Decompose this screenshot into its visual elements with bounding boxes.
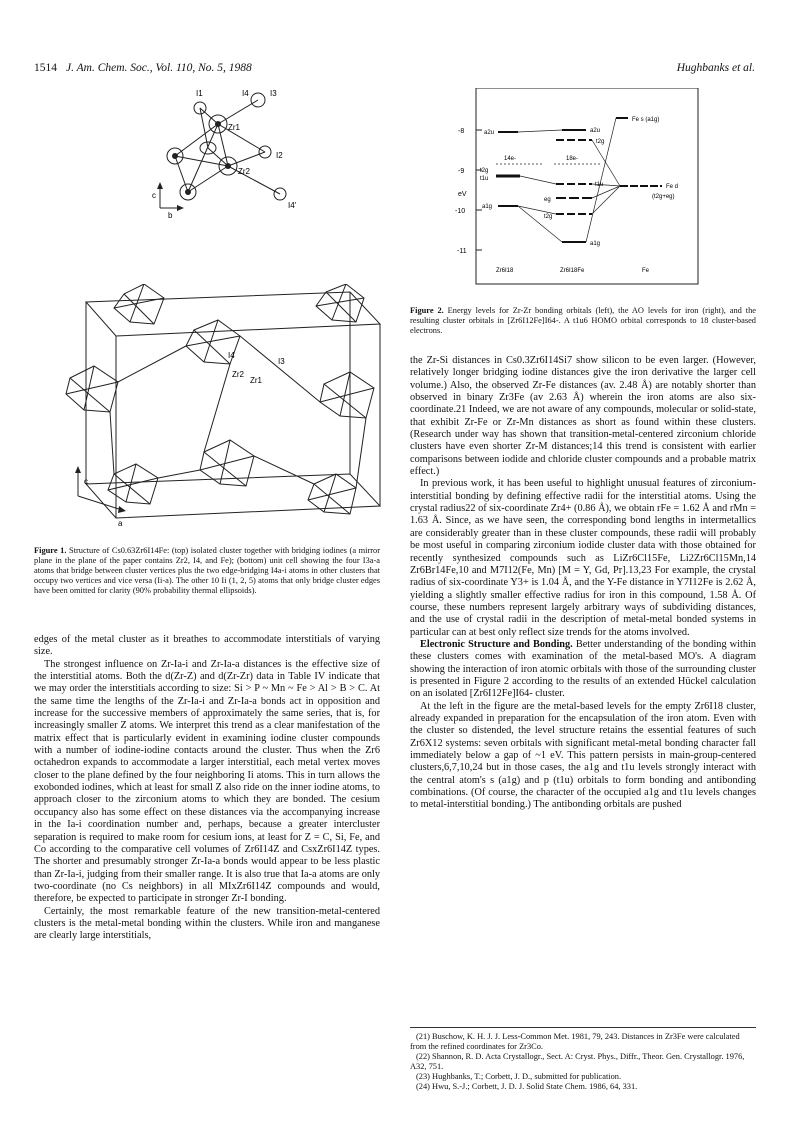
level-t2g-mid-low: t2g xyxy=(544,214,553,220)
figure1-cluster-drawing xyxy=(130,86,310,226)
y-tick-9: -9 xyxy=(458,168,465,175)
cell-label-i3: I3 xyxy=(278,357,285,366)
axis-c: c xyxy=(152,191,156,200)
label-i1: I1 xyxy=(196,89,203,98)
y-tick-10: -10 xyxy=(455,208,466,215)
cell-axis-a: a xyxy=(118,519,123,528)
references xyxy=(410,1032,756,1092)
unit-cell-top xyxy=(86,292,380,336)
axis-b: b xyxy=(168,211,173,220)
y-axis-label: eV xyxy=(458,191,467,198)
reference-23: (23) Hughbanks, T.; Corbett, J. D., submitted for publication. xyxy=(416,1072,622,1081)
level-a2u-left: a2u xyxy=(484,130,495,136)
figure2-energy-diagram xyxy=(452,88,704,288)
cell-axis-c: c xyxy=(84,477,88,486)
electrons-18: 18e- xyxy=(566,156,579,162)
col-label-fe: Fe xyxy=(642,268,650,274)
col-label-zr6i18fe: Zr6I18Fe xyxy=(560,268,585,274)
y-tick-8: -8 xyxy=(458,128,465,135)
label-i4: I4 xyxy=(242,89,249,98)
level-a2u-mid: a2u xyxy=(590,128,601,134)
footnote-rule xyxy=(410,1027,756,1028)
level-a1g-mid: a1g xyxy=(590,241,601,247)
reference-24: (24) Hwu, S.-J.; Corbett, J. D. J. Solid State Chem. 1986, 64, 331. xyxy=(416,1082,638,1091)
right-para-1: the Zr-Si distances in Cs0.3Zr6I14Si7 show silicon to be even larger. (However, relatively longer bridging iodine distances give the iron derivative the larger cell volume.) Also, the observed Zr-Fe distances (av. 2.48 Å) are notably shorter than observed in binary Zr3Fe (av 2.63 Å) wherein the iron atoms are also six-coordinate.21 Indeed, we are not aware of any compounds, molecular or solid-state, that exhibit Zr-Fe or Zr-Mn distances as short as found within these clusters. (Research under way has shown that transition-metal-centered zirconium chloride clusters have even shorter Zr-M distances;14 this trend is consistent with earlier comparisons between iodide and chloride cluster compounds and a probable matrix effect.) xyxy=(410,355,756,478)
level-eg-mid: eg xyxy=(544,197,551,203)
level-a1g-left: a1g xyxy=(482,204,493,210)
figure1-caption xyxy=(34,546,380,596)
level-t2g-left: t2g xyxy=(480,168,489,174)
journal-citation: J. Am. Chem. Soc., Vol. 110, No. 5, 1988 xyxy=(66,62,252,74)
level-t1u-mid: t1u xyxy=(595,182,604,188)
reference-22: (22) Shannon, R. D. Acta Crystallogr., Sect. A: Cryst. Phys., Diffr., Theor. Gen. Crystallogr. 1976, A32, 751. xyxy=(410,1052,745,1071)
right-column-text xyxy=(410,355,756,812)
level-t2g-mid: t2g xyxy=(596,139,605,145)
level-fe-d: Fe d xyxy=(666,184,679,190)
cell-label-zr2: Zr2 xyxy=(232,370,244,379)
right-para-4: At the left in the figure are the metal-based levels for the empty Zr6I18 cluster, already expanded in preparation for the encapsulation of the iron atom. Even with the cluster so distended, the level structure retains the essential features of such Zr6X12 systems: seven orbitals with significant metal-metal bonding character fall immediately below a gap of ~1 eV. This pattern persists in main-group-centered clusters,6,7,10,24 but in those cases, the a1g and t1u levels strongly interact with the central atom's s (a1g) and p (t1u) orbitals to form bonding and antibonding combinations. (Of course, the character of the occupied a1g and t1u levels changes to metal-interstitial bonding.) The antibonding orbitals are pushed xyxy=(410,700,756,811)
reference-21: (21) Buschow, K. H. J. J. Less-Common Met. 1981, 79, 243. Distances in Zr3Fe were calculated from the refined coordinates for Zr3Co. xyxy=(410,1032,740,1051)
unit-cell-bottom xyxy=(86,474,380,518)
level-fe-d-sym: (t2g+eg) xyxy=(652,194,675,200)
figure2-caption-label: Figure 2. xyxy=(410,306,444,315)
right-para-2: In previous work, it has been useful to highlight unusual features of zirconium-interstitial bonding by defining effective radii for the interstitial atoms. Using the crystal radius22 of six-coordinate Zr4+ (0.86 Å), we obtain rFe = 1.62 Å and rMn = 1.63 Å. Since, as we have seen, the corresponding bond lengths in intermetallics are considerably greater than in these cluster compounds, these radii will probably be most useful in comparing zirconium iodide cluster data with those obtained for recently synthesized compounds such as LiZr6Cl15Fe, Li2Zr6Cl15Mn,14 Zr6Br14Fe,10 and M7I12(Fe, Mn) [M = Y, Gd, Pr].13,23 For example, the crystal radius of six-coordinate Y3+ is 1.04 Å, and the Y-Fe distance in Y7I12Fe is 2.62 Å, yielding a slightly smaller effective radius for iron in this compound, 1.58 Å. Of course, these numbers represent largely arbitrary ways of subdividing distances, and the use of crystal radii in the description of metal-metal bonded systems in particular can at best only reflect size trends for the atoms involved. xyxy=(410,478,756,638)
label-i4-prime: I4' xyxy=(288,201,297,210)
running-authors: Hughbanks et al. xyxy=(676,62,755,74)
left-para-1: edges of the metal cluster as it breathes to accommodate interstitials of varying size. xyxy=(34,634,380,658)
label-zr2: Zr2 xyxy=(238,167,250,176)
left-column-text xyxy=(34,634,380,943)
level-fe-s: Fe s (a1g) xyxy=(632,117,660,123)
right-para-3: Better understanding of the bonding within these clusters comes with examination of the metal-based MO's. A diagram showing the interaction of iron atomic orbitals with those of the surrounding cluster is presented in Figure 2 according to the results of an extended Hückel calculation on an isolated [Zr6I12Fe]I64- cluster. xyxy=(410,638,757,700)
left-para-2: The strongest influence on Zr-Ia-i and Zr-Ia-a distances is the effective size of the interstitial atoms. Both the d(Zr-Z) and d(Zr-Zr) data in Table IV indicate that we may order the interstitials according to size: Si > P ~ Mn ~ Fe > Al > B > C. At the same time the lengths of the Zr-Ia-i and Zr-Ia-a bonds act in opposition and increase for the successive members of approximately the same series, that is, for increasingly smaller Z atoms. We interpret this trend as a clear manifestation of the matrix effect that is particularly evident in examining iodine cluster compounds with a number of iodine-iodine contacts around the cluster. Thus when the Zr6 octahedron expands to accommodate a larger interstitial, each metal vertex moves closer to the plane defined by the four neighboring Ii atoms. This in turn allows the exobonded iodines, which at least for small Z also ride on the inner iodine atoms, to approach closer to the zirconium atoms to which they are bonded. The cesium occupancy also has some effect on these distances via the accompanying increase in the Ia-i coordination number and, perhaps, because a greater intercluster separation is required to make room for cesium ions, at least for Z = C, Si, Fe, and Co according to the comparative cell volumes of Zr6I14Z and CsxZr6I14Z types. The shorter and presumably stronger Zr-Ia-a bonds would appear to be less plastic than Zr-Ia-i, judging from their smaller range. It is also true that Ia-a atoms are only two-coordinate (no Cs neighbors) in all MIxZr6I14Z compounds and would, therefore, be expected to participate in stronger Zr-I bonding. xyxy=(34,658,380,905)
label-i3: I3 xyxy=(270,89,277,98)
left-para-3: Certainly, the most remarkable feature of the new transition-metal-centered clusters is the metal-metal bonding within the clusters. While iron and manganese are clearly large interstitials, xyxy=(34,905,380,942)
y-tick-11: -11 xyxy=(457,248,467,255)
cell-label-i4: I4 xyxy=(228,351,235,360)
section-heading: Electronic Structure and Bonding. xyxy=(420,638,573,650)
cell-label-zr1: Zr1 xyxy=(250,376,262,385)
col-label-zr6i18: Zr6I18 xyxy=(496,268,514,274)
label-zr1: Zr1 xyxy=(228,123,240,132)
figure1-caption-text: Structure of Cs0.63Zr6I14Fe: (top) isolated cluster together with bridging iodines (a mirror plane in the plane of the paper contains Zr2, I4, and Fe); (bottom) unit cell showing the four I3a-a atoms that bridge between cluster vertices plus the two edge-bridging I4a-i atoms in other clusters that occupy two vertices and vice versa (Ii-a). The other 10 Ii (1, 2, 5) atoms that only bridge cluster edges have been omitted for clarity (90% probability thermal ellipsoids). xyxy=(34,546,381,595)
electrons-14: 14e- xyxy=(504,156,517,162)
figure1-unit-cell-drawing xyxy=(64,284,390,544)
page-number: 1514 xyxy=(34,62,57,74)
level-t1u-left: t1u xyxy=(480,176,489,182)
figure2-caption-text: Energy levels for Zr-Zr bonding orbitals (left), the AO levels for iron (right), and the resulting cluster orbitals in [Zr6I12Fe]I64-. A t1u6 HOMO orbital corresponds to 18 cluster-based electrons. xyxy=(410,306,756,335)
figure2-caption xyxy=(410,306,756,336)
figure1-caption-label: Figure 1. xyxy=(34,546,67,555)
label-i2: I2 xyxy=(276,151,283,160)
